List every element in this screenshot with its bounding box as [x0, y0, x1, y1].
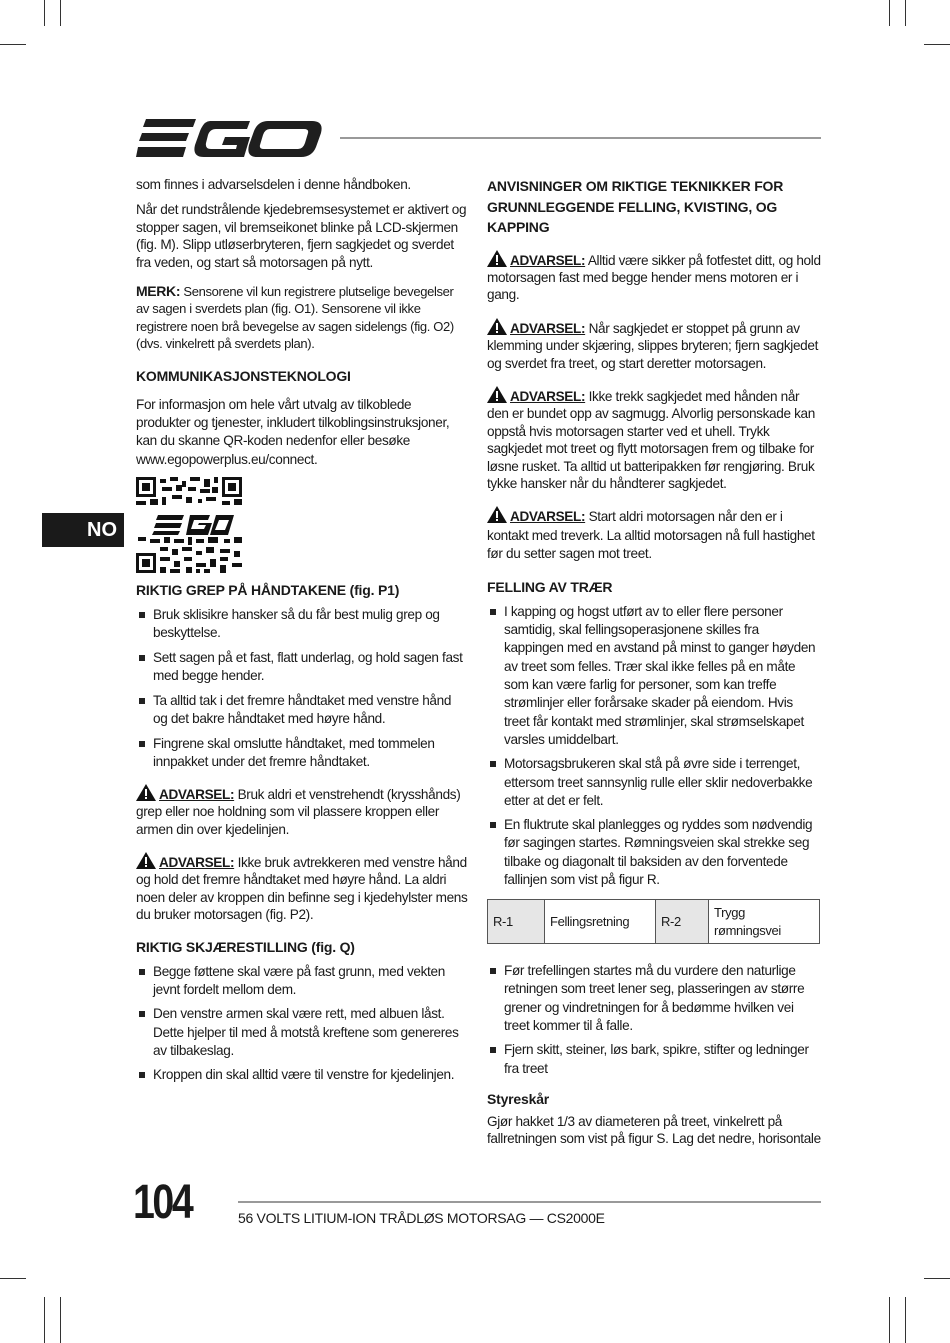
qr-code-icon	[136, 477, 242, 573]
felling-list-2	[487, 962, 821, 1078]
felling-list	[487, 603, 821, 889]
warning-text: Ikke bruk avtrekkeren med venstre hånd og hold det fremre håndtaket med høyre hånd. La aldri noen deler av kroppen din befinne seg i kjedehylster mens du bruker motorsagen (fig. P2).	[136, 855, 468, 923]
language-tab: NO	[42, 513, 124, 547]
table-cell: Fellingsretning	[545, 900, 656, 944]
section-heading: RIKTIG SKJÆRESTILLING (fig. Q)	[136, 938, 355, 955]
warning-label: ADVARSEL:	[510, 388, 586, 404]
warning-text: Alltid være sikker på fotfestet ditt, og hold motorsagen fast med begge hender mens motoren er i gang.	[487, 252, 821, 303]
warning-label: ADVARSEL:	[510, 509, 586, 525]
note-label: MERK:	[136, 283, 181, 300]
list-item: Motorsagsbrukeren skal stå på øvre side i terrenget, ettersom treet sannsynlig rulle eller sklir nedoverbakke etter at det er felt.	[487, 755, 821, 810]
stance-list	[136, 963, 468, 1085]
page-number: 104	[133, 1176, 192, 1229]
crop-mark	[889, 0, 890, 26]
left-column	[136, 176, 468, 1094]
list-item: Kroppen din skal alltid være til venstre for kjedelinjen.	[136, 1066, 468, 1084]
table-cell: Trygg rømningsvei	[709, 900, 820, 944]
warning-label: ADVARSEL:	[510, 252, 586, 268]
warning-text: Bruk aldri et venstrehendt (krysshånds) grep eller noe holdning som vil plassere kroppen eller armen din over kjedelinjen.	[136, 786, 461, 837]
list-item: Før trefellingen startes må du vurdere den naturlige retningen som treet lener seg, plasseringen av større grener og vindretningen for å bedømme hvilken vei treet kommer til å falle.	[487, 962, 821, 1035]
crop-mark	[889, 1297, 890, 1343]
list-item: Fingrene skal omslutte håndtaket, med tommelen innpakket under det fremre håndtaket.	[136, 735, 468, 772]
paragraph: Gjør hakket 1/3 av diameteren på treet, vinkelrett på fallretningen som vist på figur S. Lag det nedre, horisontale	[487, 1113, 821, 1147]
warning-label: ADVARSEL:	[159, 786, 235, 802]
list-item: Bruk sklisikre hansker så du får best mulig grep og beskyttelse.	[136, 606, 468, 643]
warning	[136, 852, 468, 924]
crop-mark	[905, 1297, 906, 1343]
warning	[487, 506, 821, 564]
section-heading: KOMMUNIKASJONSTEKNOLOGI	[136, 367, 351, 384]
header-rule	[340, 137, 821, 139]
list-item: Fjern skitt, steiner, løs bark, spikre, stifter og ledninger fra treet	[487, 1041, 821, 1078]
paragraph: som finnes i advarselsdelen i denne håndboken.	[136, 177, 411, 192]
list-item: I kapping og hogst utført av to eller flere personer samtidig, skal fellingsoperasjonene skilles fra kappingen med en avstand på minst to ganger høyden av treet som felles. Trær skal ikke felles på en måte som kan være farlig for personer, som kan treffe strømlinjer eller forårsake skader på eiendom. Hvis treet får kontakt med strømlinjer, skal strømselskapet varsles umiddelbart.	[487, 603, 821, 749]
list-item: Den venstre armen skal være rett, med albuen låst. Dette hjelper til med å motstå kreftene som genereres av tilbakeslag.	[136, 1005, 468, 1060]
crop-mark	[924, 1278, 950, 1279]
section-heading: FELLING AV TRÆR	[487, 578, 613, 595]
table-row	[488, 900, 820, 944]
table-cell: R-2	[656, 900, 709, 944]
felling-legend-table	[487, 899, 820, 944]
crop-mark	[44, 1297, 45, 1343]
warning-text: Start aldri motorsagen når den er i kontakt med treverk. La alltid motorsagen nå full hastighet før du setter sagen mot treet.	[487, 509, 815, 562]
warning	[487, 318, 821, 372]
crop-mark	[60, 0, 61, 26]
warning-icon	[136, 852, 156, 869]
grip-list	[136, 606, 468, 772]
footer-title: 56 VOLTS LITIUM-ION TRÅDLØS MOTORSAG — CS2000E	[238, 1210, 605, 1226]
warning-icon	[487, 318, 507, 335]
warning-label: ADVARSEL:	[159, 855, 235, 871]
note-text: Sensorene vil kun registrere plutselige bevegelser av sagen i sverdets plan (fig. O1). Sensorene vil ikke registrere noen brå bevegelse av sagen sidelengs (fig. O2) (dvs. vinkelrett på sverdets plan).	[136, 284, 454, 352]
list-item: Sett sagen på et fast, flatt underlag, og hold sagen fast med begge hender.	[136, 649, 468, 686]
list-item: En fluktrute skal planlegges og ryddes som nødvendig før sagingen startes. Rømningsveien skal strekke seg tilbake og diagonalt til baksiden av den forventede fallinjen som vist på figur R.	[487, 816, 821, 889]
note	[136, 283, 468, 353]
crop-mark	[924, 44, 950, 45]
warning-icon	[487, 250, 507, 267]
warning	[487, 250, 821, 304]
crop-mark	[905, 0, 906, 26]
crop-mark	[0, 1278, 26, 1279]
section-heading: RIKTIG GREP PÅ HÅNDTAKENE (fig. P1)	[136, 581, 400, 598]
warning-label: ADVARSEL:	[510, 320, 586, 336]
sub-heading: Styreskår	[487, 1090, 550, 1107]
crop-mark	[60, 1297, 61, 1343]
list-item: Ta alltid tak i det fremre håndtaket med venstre hånd og det bakre håndtaket med høyre hånd.	[136, 692, 468, 729]
warning	[136, 784, 468, 838]
crop-mark	[0, 44, 26, 45]
list-item: Begge føttene skal være på fast grunn, med vekten jevnt fordelt mellom dem.	[136, 963, 468, 1000]
paragraph: Når det rundstrålende kjedebremsesystemet er aktivert og stopper sagen, vil bremseikonet blinke på LCD-skjermen (fig. M). Slipp utløserbryteren, fjern sagkjedet og sverdet fra veden, og start så motorsagen på nytt.	[136, 202, 467, 270]
warning-icon	[487, 506, 507, 523]
footer-rule	[238, 1201, 821, 1203]
warning-text: Når sagkjedet er stoppet på grunn av klemming under skjæring, slippes bryteren; fjern sagkjedet og sverdet fra treet, og start deretter motorsagen.	[487, 320, 819, 371]
ego-logo	[136, 117, 322, 159]
section-heading: ANVISNINGER OM RIKTIGE TEKNIKKER FOR GRUNNLEGGENDE FELLING, KVISTING, OG KAPPING	[487, 178, 784, 235]
warning-icon	[487, 386, 507, 403]
right-column	[487, 176, 821, 1156]
warning	[487, 386, 821, 492]
warning-text: Ikke trekk sagkjedet med hånden når den er bundet opp av sagmugg. Alvorlig personskade kan oppstå hvis motorsagen starter ved et uhell. Trykk sagkjedet mot treet og flytt motorsagen frem og tilbake for løsne rusket. Ta alltid ut batteripakken før rengjøring. Bruk tykke hansker når du håndterer sagkjedet.	[487, 388, 815, 491]
crop-mark	[44, 0, 45, 26]
paragraph: For informasjon om hele vårt utvalg av tilkoblede produkter og tjenester, inkludert tilkoblingsinstruksjoner, kan du skanne QR-koden nedenfor eller besøke www.egopowerplus.eu/connect.	[136, 396, 450, 467]
warning-icon	[136, 784, 156, 801]
table-cell: R-1	[488, 900, 545, 944]
